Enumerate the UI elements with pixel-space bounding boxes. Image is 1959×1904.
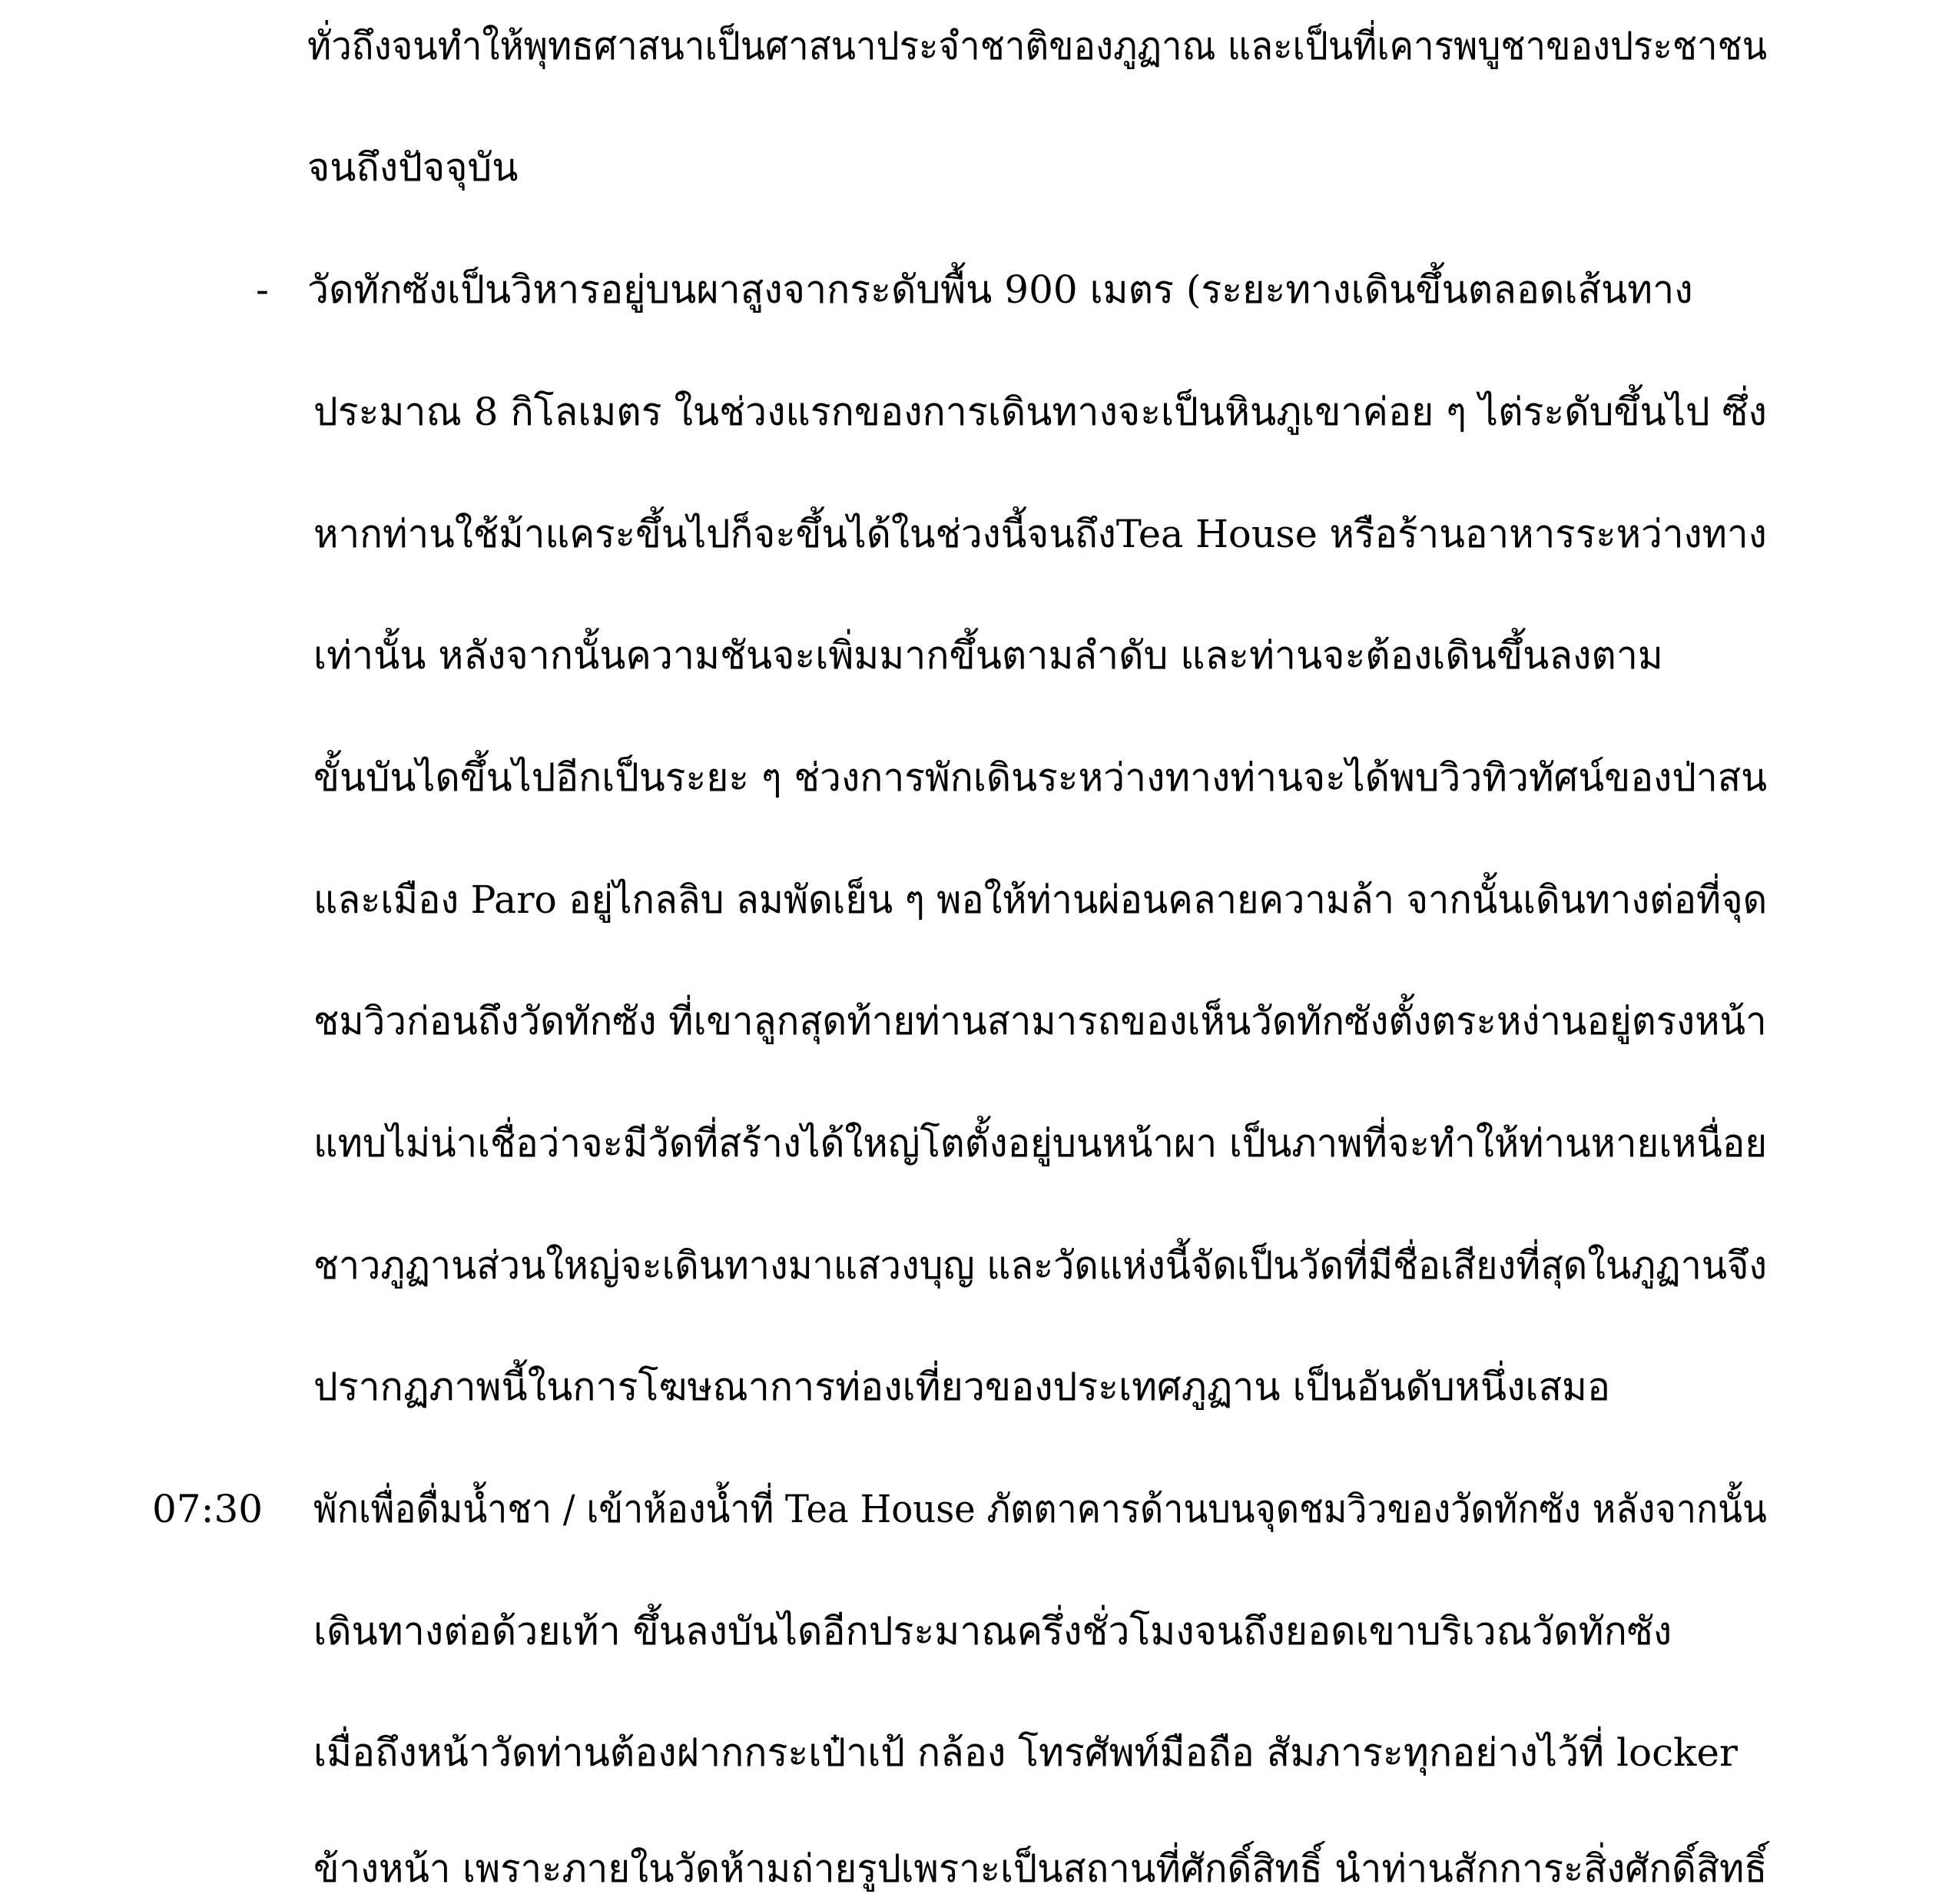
bullet-marker: -	[256, 267, 269, 312]
bullet-line-4: เท่านั้น หลังจากนั้นความชันจะเพิ่มมากขึ้นตามลำดับ และท่านจะต้องเดินขึ้นลงตาม	[313, 633, 1663, 678]
bullet-line-7: ชมวิวก่อนถึงวัดทักซัง ที่เขาลูกสุดท้ายท่านสามารถของเห็นวัดทักซังตั้งตระหง่านอยู่ตรงหน้า	[313, 999, 1767, 1043]
bullet-line-6: และเมือง Paro อยู่ไกลลิบ ลมพัดเย็น ๆ พอให้ท่านผ่อนคลายความล้า จากนั้นเดินทางต่อที่จุด	[313, 877, 1768, 922]
bullet-line-1: วัดทักซังเป็นวิหารอยู่บนผาสูงจากระดับพื้น 900 เมตร (ระยะทางเดินขึ้นตลอดเส้นทาง	[307, 267, 1693, 312]
bullet-line-8: แทบไม่น่าเชื่อว่าจะมีวัดที่สร้างได้ใหญ่โตตั้งอยู่บนหน้าผา เป็นภาพที่จะทำให้ท่านหายเหนื่อย	[313, 1121, 1768, 1166]
time-label: 07:30	[152, 1487, 264, 1531]
time-line-4: ข้างหน้า เพราะภายในวัดห้ามถ่ายรูปเพราะเป็นสถานที่ศักดิ์สิทธิ์ นำท่านสักการะสิ่งศักดิ์สิทธิ์	[313, 1846, 1768, 1891]
bullet-line-9: ชาวภูฏานส่วนใหญ่จะเดินทางมาแสวงบุญ และวัดแห่งนี้จัดเป็นวัดที่มีชื่อเสียงที่สุดในภูฏานจึง	[313, 1243, 1768, 1288]
time-line-2: เดินทางต่อด้วยเท้า ขึ้นลงบันไดอีกประมาณครึ่งชั่วโมงจนถึงยอดเขาบริเวณวัดทักซัง	[313, 1609, 1672, 1654]
intro-line-1: ทั่วถึงจนทำให้พุทธศาสนาเป็นศาสนาประจำชาติของภูฏาณ และเป็นที่เคารพบูชาของประชาชน	[307, 24, 1768, 68]
bullet-line-5: ขั้นบันไดขึ้นไปอีกเป็นระยะ ๆ ช่วงการพักเดินระหว่างทางท่านจะได้พบวิวทิวทัศน์ของป่าสน	[313, 755, 1768, 800]
bullet-line-2: ประมาณ 8 กิโลเมตร ในช่วงแรกของการเดินทางจะเป็นหินภูเขาค่อย ๆ ไต่ระดับขึ้นไป ซึ่ง	[313, 390, 1767, 434]
time-line-3: เมื่อถึงหน้าวัดท่านต้องฝากกระเป๋าเป้ กล้อง โทรศัพท์มือถือ สัมภาระทุกอย่างไว้ที่ locker	[313, 1730, 1738, 1775]
bullet-line-3: หากท่านใช้ม้าแคระขึ้นไปก็จะขึ้นได้ในช่วงนี้จนถึงTea House หรือร้านอาหารระหว่างทาง	[313, 512, 1767, 556]
intro-line-2: จนถึงปัจจุบัน	[307, 145, 519, 190]
time-line-1: พักเพื่อดื่มน้ำชา / เข้าห้องน้ำที่ Tea House ภัตตาคารด้านบนจุดชมวิวของวัดทักซัง หลังจากนั้น	[313, 1487, 1767, 1531]
bullet-line-10: ปรากฏภาพนี้ในการโฆษณาการท่องเที่ยวของประเทศภูฏาน เป็นอันดับหนึ่งเสมอ	[313, 1365, 1611, 1409]
